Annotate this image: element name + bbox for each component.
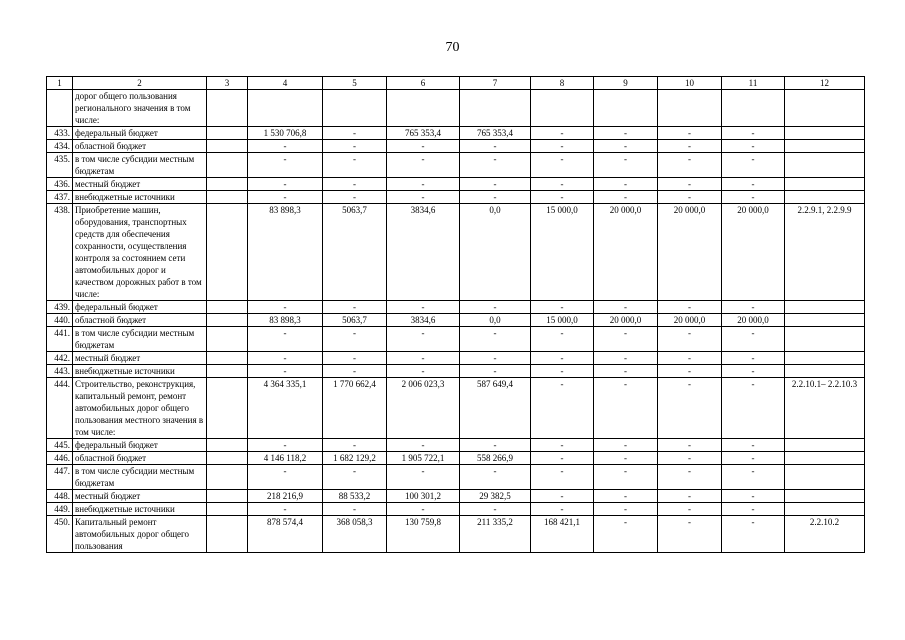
table-cell: -	[323, 327, 387, 352]
row-number	[47, 90, 73, 127]
table-cell	[785, 439, 865, 452]
table-cell: -	[248, 140, 323, 153]
table-cell: 2.2.10.1– 2.2.10.3	[785, 378, 865, 439]
column-header: 2	[73, 77, 207, 90]
table-cell: -	[594, 178, 658, 191]
table-cell: -	[531, 301, 594, 314]
table-cell: 218 216,9	[248, 490, 323, 503]
table-row	[47, 490, 865, 503]
table-cell: -	[460, 140, 531, 153]
column-header: 4	[248, 77, 323, 90]
table-cell	[594, 90, 658, 127]
table-cell	[207, 378, 248, 439]
table-cell: -	[460, 503, 531, 516]
row-name: дорог общего пользования регионального значения в том числе:	[73, 90, 207, 127]
row-number: 433.	[47, 127, 73, 140]
table-cell	[207, 465, 248, 490]
table-header-row	[47, 77, 865, 90]
table-cell	[207, 204, 248, 301]
table-row	[47, 516, 865, 553]
row-number: 448.	[47, 490, 73, 503]
row-number: 439.	[47, 301, 73, 314]
table-cell: -	[722, 153, 785, 178]
table-cell: 20 000,0	[722, 314, 785, 327]
row-number: 450.	[47, 516, 73, 553]
column-header: 1	[47, 77, 73, 90]
table-cell: -	[658, 439, 722, 452]
table-cell: -	[248, 465, 323, 490]
table-cell	[785, 90, 865, 127]
table-row	[47, 503, 865, 516]
table-cell: -	[323, 153, 387, 178]
table-cell: -	[722, 191, 785, 204]
table-row	[47, 314, 865, 327]
table-row	[47, 378, 865, 439]
table-cell	[207, 490, 248, 503]
table-cell: -	[323, 465, 387, 490]
row-name: в том числе субсидии местным бюджетам	[73, 465, 207, 490]
row-number: 435.	[47, 153, 73, 178]
table-cell	[207, 90, 248, 127]
table-cell: 0,0	[460, 314, 531, 327]
table-cell: -	[722, 327, 785, 352]
table-cell: -	[323, 439, 387, 452]
table-cell: -	[531, 178, 594, 191]
table-cell: -	[531, 439, 594, 452]
table-cell: 83 898,3	[248, 314, 323, 327]
table-cell: -	[323, 178, 387, 191]
column-header: 10	[658, 77, 722, 90]
table-cell	[207, 178, 248, 191]
table-cell: -	[248, 178, 323, 191]
table-cell: 211 335,2	[460, 516, 531, 553]
table-cell: -	[658, 327, 722, 352]
column-header: 6	[387, 77, 460, 90]
table-cell	[207, 301, 248, 314]
table-cell: 20 000,0	[658, 314, 722, 327]
table-cell: 83 898,3	[248, 204, 323, 301]
table-cell: -	[594, 153, 658, 178]
table-row	[47, 301, 865, 314]
table-cell: -	[387, 352, 460, 365]
table-cell: 20 000,0	[658, 204, 722, 301]
row-name: в том числе субсидии местным бюджетам	[73, 327, 207, 352]
table-row	[47, 352, 865, 365]
table-cell: -	[460, 178, 531, 191]
table-cell	[785, 178, 865, 191]
table-cell	[207, 127, 248, 140]
table-cell: 5063,7	[323, 204, 387, 301]
table-cell: -	[594, 490, 658, 503]
table-cell: -	[722, 301, 785, 314]
table-cell: 1 770 662,4	[323, 378, 387, 439]
table-cell	[207, 191, 248, 204]
table-cell: -	[531, 153, 594, 178]
row-number: 438.	[47, 204, 73, 301]
table-cell: -	[531, 465, 594, 490]
table-cell: 2.2.9.1, 2.2.9.9	[785, 204, 865, 301]
row-name: Строительство, реконструкция, капитальный ремонт, ремонт автомобильных дорог общего пользования местного значения в том числе:	[73, 378, 207, 439]
table-cell: -	[387, 327, 460, 352]
row-name: местный бюджет	[73, 490, 207, 503]
table-cell	[531, 90, 594, 127]
row-number: 441.	[47, 327, 73, 352]
table-cell: 130 759,8	[387, 516, 460, 553]
table-cell: -	[323, 127, 387, 140]
table-cell: -	[248, 439, 323, 452]
row-number: 445.	[47, 439, 73, 452]
table-cell	[207, 327, 248, 352]
table-cell	[207, 516, 248, 553]
table-cell: 3834,6	[387, 314, 460, 327]
table-cell	[785, 452, 865, 465]
table-cell: 587 649,4	[460, 378, 531, 439]
table-row	[47, 178, 865, 191]
row-number: 434.	[47, 140, 73, 153]
table-cell: 878 574,4	[248, 516, 323, 553]
table-cell: -	[658, 301, 722, 314]
table-cell: -	[594, 378, 658, 439]
table-cell	[207, 314, 248, 327]
table-cell	[207, 439, 248, 452]
table-cell: -	[460, 365, 531, 378]
table-row	[47, 439, 865, 452]
table-row	[47, 153, 865, 178]
table-cell: -	[248, 503, 323, 516]
table-cell: 368 058,3	[323, 516, 387, 553]
table-cell: -	[387, 178, 460, 191]
row-number: 446.	[47, 452, 73, 465]
table-row	[47, 140, 865, 153]
table-row	[47, 452, 865, 465]
table-cell: -	[594, 465, 658, 490]
table-cell: -	[594, 127, 658, 140]
table-cell: -	[722, 503, 785, 516]
table-cell: -	[531, 365, 594, 378]
table-cell: -	[460, 439, 531, 452]
table-cell	[785, 503, 865, 516]
table-cell	[460, 90, 531, 127]
row-name: Капитальный ремонт автомобильных дорог общего пользования	[73, 516, 207, 553]
table-row	[47, 90, 865, 127]
table-cell: -	[531, 490, 594, 503]
table-cell: -	[248, 327, 323, 352]
table-cell	[722, 90, 785, 127]
table-cell: 100 301,2	[387, 490, 460, 503]
table-cell: -	[722, 490, 785, 503]
table-cell: 3834,6	[387, 204, 460, 301]
table-cell: 1 905 722,1	[387, 452, 460, 465]
table-cell: -	[387, 365, 460, 378]
table-cell: -	[594, 365, 658, 378]
table-cell: 20 000,0	[594, 204, 658, 301]
table-cell: -	[387, 465, 460, 490]
table-cell: -	[460, 327, 531, 352]
table-row	[47, 204, 865, 301]
table-cell: -	[594, 352, 658, 365]
table-cell: -	[594, 327, 658, 352]
table-cell	[785, 191, 865, 204]
row-name: местный бюджет	[73, 178, 207, 191]
table-cell: 558 266,9	[460, 452, 531, 465]
table-cell: -	[460, 301, 531, 314]
row-name: внебюджетные источники	[73, 503, 207, 516]
table-row	[47, 365, 865, 378]
table-cell	[785, 327, 865, 352]
table-cell	[785, 490, 865, 503]
table-cell: -	[248, 352, 323, 365]
column-header: 8	[531, 77, 594, 90]
table-cell: -	[387, 503, 460, 516]
table-cell: 29 382,5	[460, 490, 531, 503]
row-number: 447.	[47, 465, 73, 490]
table-row	[47, 465, 865, 490]
table-cell: -	[658, 503, 722, 516]
table-cell: -	[531, 503, 594, 516]
table-cell: -	[323, 301, 387, 314]
table-cell: 15 000,0	[531, 314, 594, 327]
table-cell	[785, 153, 865, 178]
table-cell: 5063,7	[323, 314, 387, 327]
table-cell: -	[248, 153, 323, 178]
table-cell	[207, 503, 248, 516]
column-header: 11	[722, 77, 785, 90]
table-cell	[207, 140, 248, 153]
table-cell	[323, 90, 387, 127]
row-name: в том числе субсидии местным бюджетам	[73, 153, 207, 178]
table-cell: -	[387, 191, 460, 204]
table-cell: -	[594, 503, 658, 516]
table-cell: 1 530 706,8	[248, 127, 323, 140]
row-name: местный бюджет	[73, 352, 207, 365]
table-cell: -	[722, 439, 785, 452]
table-row	[47, 327, 865, 352]
table-cell	[207, 365, 248, 378]
table-cell: -	[722, 378, 785, 439]
table-cell: -	[594, 191, 658, 204]
table-cell: -	[658, 452, 722, 465]
table-cell: -	[722, 127, 785, 140]
table-cell	[207, 452, 248, 465]
table-cell: -	[722, 365, 785, 378]
table-cell: -	[460, 191, 531, 204]
row-name: внебюджетные источники	[73, 365, 207, 378]
table-cell: -	[722, 465, 785, 490]
table-cell: 2 006 023,3	[387, 378, 460, 439]
row-number: 444.	[47, 378, 73, 439]
table-cell: -	[722, 140, 785, 153]
row-number: 437.	[47, 191, 73, 204]
table-cell: 0,0	[460, 204, 531, 301]
table-cell: -	[658, 178, 722, 191]
row-name: федеральный бюджет	[73, 439, 207, 452]
table-cell: 20 000,0	[594, 314, 658, 327]
page-number: 70	[445, 40, 460, 55]
table-cell: -	[387, 140, 460, 153]
table-cell: -	[658, 153, 722, 178]
table-cell: -	[323, 191, 387, 204]
budget-table	[46, 76, 865, 553]
table-cell: -	[658, 352, 722, 365]
table-cell: -	[594, 301, 658, 314]
table-cell: 15 000,0	[531, 204, 594, 301]
table-cell: -	[722, 452, 785, 465]
table-cell: -	[323, 352, 387, 365]
row-name: федеральный бюджет	[73, 301, 207, 314]
table-cell	[658, 90, 722, 127]
table-row	[47, 191, 865, 204]
table-cell: -	[658, 365, 722, 378]
table-cell: -	[722, 178, 785, 191]
row-name: федеральный бюджет	[73, 127, 207, 140]
table-cell: -	[594, 516, 658, 553]
table-cell: -	[531, 452, 594, 465]
table-cell: 765 353,4	[387, 127, 460, 140]
row-number: 449.	[47, 503, 73, 516]
table-cell: 168 421,1	[531, 516, 594, 553]
table-cell	[785, 314, 865, 327]
column-header: 3	[207, 77, 248, 90]
table-cell: -	[248, 365, 323, 378]
table-cell	[785, 365, 865, 378]
table-cell: 20 000,0	[722, 204, 785, 301]
table-cell: -	[531, 140, 594, 153]
row-name: внебюджетные источники	[73, 191, 207, 204]
table-cell: -	[658, 191, 722, 204]
table-cell: -	[722, 352, 785, 365]
table-cell	[785, 301, 865, 314]
table-cell: -	[658, 516, 722, 553]
table-cell: 2.2.10.2	[785, 516, 865, 553]
table-cell: -	[594, 452, 658, 465]
table-cell: 765 353,4	[460, 127, 531, 140]
column-header: 9	[594, 77, 658, 90]
table-cell: -	[531, 352, 594, 365]
row-name: областной бюджет	[73, 314, 207, 327]
table-cell	[785, 140, 865, 153]
column-header: 12	[785, 77, 865, 90]
table-cell	[387, 90, 460, 127]
table-cell	[207, 153, 248, 178]
table-cell: 1 682 129,2	[323, 452, 387, 465]
table-cell: -	[658, 378, 722, 439]
table-cell: -	[531, 191, 594, 204]
row-name: областной бюджет	[73, 452, 207, 465]
table-cell: -	[460, 153, 531, 178]
table-cell: -	[387, 301, 460, 314]
table-cell: -	[722, 516, 785, 553]
table-body	[47, 90, 865, 553]
table-cell: 4 146 118,2	[248, 452, 323, 465]
table-cell: -	[658, 140, 722, 153]
table-cell: -	[323, 140, 387, 153]
table-cell	[785, 127, 865, 140]
row-number: 440.	[47, 314, 73, 327]
table-cell: -	[658, 490, 722, 503]
table-cell: -	[460, 465, 531, 490]
row-name: Приобретение машин, оборудования, транспортных средств для обеспечения сохранности, осуществления контроля за состоянием сети автомобильных дорог и качеством дорожных работ в том числе:	[73, 204, 207, 301]
table-cell: -	[323, 503, 387, 516]
row-name: областной бюджет	[73, 140, 207, 153]
column-header: 7	[460, 77, 531, 90]
table-cell: -	[531, 378, 594, 439]
table-cell	[785, 465, 865, 490]
table-cell	[248, 90, 323, 127]
column-header: 5	[323, 77, 387, 90]
table-cell	[207, 352, 248, 365]
row-number: 442.	[47, 352, 73, 365]
table-cell: -	[248, 301, 323, 314]
table-cell: 4 364 335,1	[248, 378, 323, 439]
row-number: 443.	[47, 365, 73, 378]
table-cell: -	[531, 327, 594, 352]
table-cell: -	[658, 127, 722, 140]
row-number: 436.	[47, 178, 73, 191]
table-cell: -	[387, 153, 460, 178]
table-cell: -	[323, 365, 387, 378]
table-cell: -	[658, 465, 722, 490]
table-cell: 88 533,2	[323, 490, 387, 503]
table-cell: -	[531, 127, 594, 140]
table-cell: -	[460, 352, 531, 365]
table-row	[47, 127, 865, 140]
table-cell: -	[594, 140, 658, 153]
table-cell: -	[594, 439, 658, 452]
table-cell: -	[387, 439, 460, 452]
table-cell: -	[248, 191, 323, 204]
table-cell	[785, 352, 865, 365]
